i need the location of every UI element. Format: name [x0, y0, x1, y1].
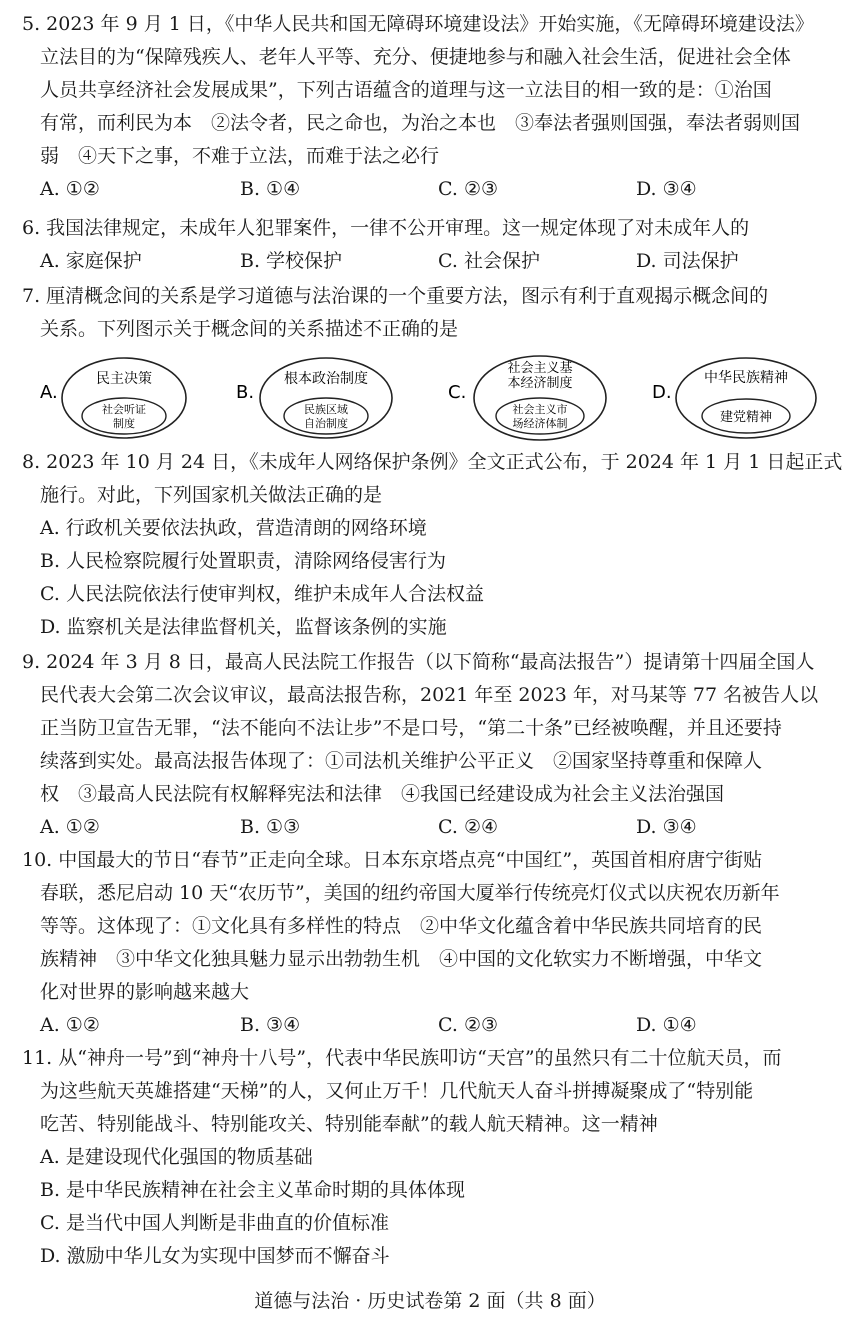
- question-stem-line: 吃苦、特别能战斗、特别能攻关、特别能奉献”的载人航天精神。这一精神: [40, 1113, 658, 1135]
- option-d: D. 监察机关是法律监督机关，监督该条例的实施: [40, 616, 447, 638]
- inner-label: 场经济体制: [512, 417, 568, 430]
- option-d: D. ③④: [636, 816, 697, 838]
- option-a: A. 行政机关要依法执政，营造清朗的网络环境: [40, 517, 427, 539]
- inner-label: 制度: [113, 417, 135, 430]
- question-stem-line: 7. 厘清概念间的关系是学习道德与法治课的一个重要方法，图示有利于直观揭示概念间的: [22, 285, 769, 307]
- question-stem-line: 为这些航天英雄搭建“天梯”的人，又何止万千！几代航天人奋斗拼搏凝聚成了“特别能: [40, 1080, 754, 1102]
- option-c: C. ②③: [438, 1014, 499, 1036]
- answer-options: [22, 1009, 842, 1042]
- diagram-letter: C.: [448, 382, 467, 403]
- question-stem-line: 11. 从“神舟一号”到“神舟十八号”，代表中华民族叩访“天宫”的虽然只有二十位航天员，而: [22, 1047, 782, 1069]
- outer-label: 民主决策: [96, 371, 152, 387]
- option-c: C. 是当代中国人判断是非曲直的价值标准: [40, 1212, 389, 1234]
- question-7: [22, 280, 842, 346]
- option-c: C. ②④: [438, 816, 499, 838]
- question-stem-line: 6. 我国法律规定，未成年人犯罪案件，一律不公开审理。这一规定体现了对未成年人的: [22, 217, 750, 239]
- option-d: D. ③④: [636, 178, 697, 200]
- answer-options: [22, 245, 842, 278]
- option-b: B. ①④: [240, 178, 301, 200]
- answer-options: [22, 173, 842, 206]
- question-stem-line: 立法目的为“保障残疾人、老年人平等、充分、便捷地参与和融入社会生活，促进社会全体: [40, 46, 791, 68]
- question-stem-line: 化对世界的影响越来越大: [40, 981, 250, 1003]
- diagram-letter: A.: [40, 382, 58, 403]
- option-d: D. 激励中华儿女为实现中国梦而不懈奋斗: [40, 1245, 390, 1267]
- inner-label: 民族区域: [304, 403, 348, 416]
- diagram-d: [652, 358, 816, 438]
- question-stem-line: 弱 ④天下之事，不难于立法，而难于法之必行: [40, 145, 440, 167]
- concept-diagrams: [22, 352, 842, 442]
- question-stem-line: 权 ③最高人民法院有权解释宪法和法律 ④我国已经建设成为社会主义法治强国: [40, 783, 725, 805]
- option-b: B. 学校保护: [240, 250, 343, 272]
- question-stem-line: 正当防卫宣告无罪，“法不能向不法让步”不是口号，“第二十条”已经被唤醒，并且还要持: [40, 717, 782, 739]
- question-6: [22, 212, 842, 278]
- option-b: B. ①③: [240, 816, 301, 838]
- option-a: A. ①②: [40, 816, 100, 838]
- inner-label: 社会听证: [102, 403, 146, 416]
- option-a: A. ①②: [40, 178, 100, 200]
- answer-options: [22, 811, 842, 844]
- question-stem-line: 施行。对此，下列国家机关做法正确的是: [40, 484, 383, 506]
- question-stem-line: 续落到实处。最高法报告体现了：①司法机关维护公平正义 ②国家坚持尊重和保障人: [40, 750, 763, 772]
- option-b: B. 是中华民族精神在社会主义革命时期的具体体现: [40, 1179, 466, 1201]
- question-stem-line: 10. 中国最大的节日“春节”正走向全球。日本东京塔点亮“中国红”，英国首相府唐宁街贴: [22, 849, 763, 871]
- question-10: [22, 844, 842, 1042]
- question-11: [22, 1042, 842, 1273]
- question-8: [22, 446, 842, 644]
- question-stem-line: 8. 2023 年 10 月 24 日，《未成年人网络保护条例》全文正式公布，于 2024 年 1 月 1 日起正式: [22, 451, 842, 473]
- diagram-letter: D.: [652, 382, 672, 403]
- option-c: C. 社会保护: [438, 250, 540, 272]
- inner-label: 社会主义市: [512, 403, 568, 416]
- diagram-a: [40, 358, 186, 438]
- outer-label: 社会主义基: [507, 361, 573, 376]
- diagram-b: [236, 358, 392, 438]
- question-stem-line: 等等。这体现了：①文化具有多样性的特点 ②中华文化蕴含着中华民族共同培育的民: [40, 915, 763, 937]
- outer-label: 本经济制度: [507, 376, 573, 391]
- option-c: C. ②③: [438, 178, 499, 200]
- inner-label: 自治制度: [304, 417, 348, 430]
- option-d: D. ①④: [636, 1014, 697, 1036]
- option-b: B. 人民检察院履行处置职责，清除网络侵害行为: [40, 550, 447, 572]
- diagram-c: [448, 356, 606, 440]
- question-9: [22, 646, 842, 844]
- option-a: A. 是建设现代化强国的物质基础: [40, 1146, 313, 1168]
- inner-label: 建党精神: [719, 410, 773, 425]
- outer-label: 根本政治制度: [284, 371, 368, 387]
- question-5: [22, 8, 842, 206]
- option-a: A. ①②: [40, 1014, 100, 1036]
- option-b: B. ③④: [240, 1014, 301, 1036]
- question-stem-line: 族精神 ③中华文化独具魅力显示出勃勃生机 ④中国的文化软实力不断增强，中华文: [40, 948, 763, 970]
- page-footer: 道德与法治 · 历史试卷第 2 面（共 8 面）: [254, 1290, 606, 1312]
- question-stem-line: 5. 2023 年 9 月 1 日，《中华人民共和国无障碍环境建设法》开始实施，《无障碍环境建设法》: [22, 13, 814, 35]
- option-c: C. 人民法院依法行使审判权，维护未成年人合法权益: [40, 583, 484, 605]
- question-stem-line: 关系。下列图示关于概念间的关系描述不正确的是: [40, 318, 459, 340]
- question-stem-line: 人员共享经济社会发展成果”，下列古语蕴含的道理与这一立法目的相一致的是：①治国: [40, 79, 772, 101]
- question-stem-line: 春联，悉尼启动 10 天“农历节”，美国的纽约帝国大厦举行传统亮灯仪式以庆祝农历新年: [40, 882, 780, 904]
- question-stem-line: 有常，而利民为本 ②法令者，民之命也，为治之本也 ③奉法者强则国强，奉法者弱则国: [40, 112, 801, 134]
- question-stem-line: 民代表大会第二次会议审议，最高法报告称，2021 年至 2023 年，对马某等 77 名被告人以: [40, 684, 819, 706]
- diagram-letter: B.: [236, 382, 255, 403]
- outer-label: 中华民族精神: [704, 370, 788, 386]
- option-d: D. 司法保护: [636, 250, 739, 272]
- option-a: A. 家庭保护: [40, 250, 142, 272]
- question-stem-line: 9. 2024 年 3 月 8 日，最高人民法院工作报告（以下简称“最高法报告”）提请第十四届全国人: [22, 651, 815, 673]
